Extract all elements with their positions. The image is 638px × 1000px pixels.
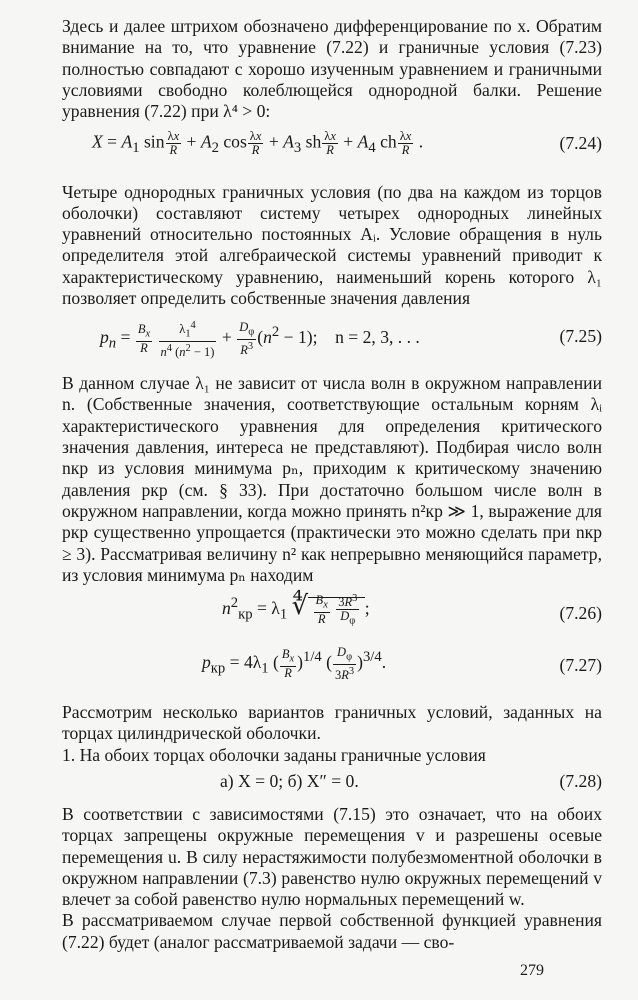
equation-7-26: $n^2_{кр} = \lambda_1$ ∜ $\frac{B_x}{R}$ $\frac{3R^3}{D_\varphi}$ ; (7.26) bbox=[222, 590, 602, 627]
paragraph-4: Рассмотрим несколько вариантов граничных условий, заданных на торцах цилиндрической оболочки. bbox=[62, 702, 602, 744]
equation-7-27: $p_{кр} = 4\lambda_1$ ( $\frac{B_x}{R}$ )$^{1/4}$ ( $\frac{D_\varphi}{3R^3}$ )$^{3/4}$. (7.27) bbox=[202, 645, 602, 682]
paragraph-1: Здесь и далее штрихом обозначено дифференцирование по x. Обратим внимание на то, что уравнение (7.22) и граничные условия (7.23) полностью совпадают с хорошо изученным уравнением и граничными условиями свободно колеблющейся однородной балки. Решение уравнения (7.22) при λ⁴ > 0: bbox=[62, 16, 602, 122]
page-number: 279 bbox=[520, 962, 544, 979]
paragraph-3: В данном случае λ₁ не зависит от числа волн в окружном направлении n. (Собственные значения, соответствующие остальным корням λᵢ характеристического уравнения для определения критического значения давления, интереса не представляют). Подбирая число волн nкр из условия минимума pₙ, приходим к критическому значению давления pкр (см. § 33). При достаточно большом числе волн в окружном направлении, когда можно принять n²кр ≫ 1, выражение для pкр существенно упрощается (практически это можно сделать при nкр ≥ 3). Рассматривая величину n² как непрерывно меняющийся параметр, из условия минимума pₙ находим bbox=[62, 373, 602, 585]
equation-7-24: $X = A_1$ sin $\frac{\lambda x}{R}$ + $A_2$ cos $\frac{\lambda x}{R}$ + $A_3$ sh $\frac{\lambda x}{R}$ + $A_4$ ch $\frac{\lambda x}{R}$ . (7.24) bbox=[92, 129, 602, 158]
paragraph-2: Четыре однородных граничных условия (по два на каждом из торцов оболочки) составляют систему четырех однородных линейных уравнений относительно постоянных Aᵢ. Условие обращения в нуль определителя этой алгебраической системы уравнений приводит к характеристическому уравнению, наименьший корень которого λ₁ позволяет определить собственные значения давления bbox=[62, 181, 602, 309]
page-body bbox=[62, 16, 602, 953]
paragraph-6: В соответствии с зависимостями (7.15) это означает, что на обоих торцах запрещены окружные перемещения v и разрешены осевые перемещения u. В силу нерастяжимости полубезмоментной оболочки в окружном направлении (7.3) равенство нулю окружных перемещений v влечет за собой равенство нулю нормальных перемещений w. bbox=[62, 804, 602, 910]
paragraph-5: 1. На обоих торцах оболочки заданы граничные условия bbox=[62, 744, 486, 765]
equation-7-28: а) X = 0; б) X″ = 0. (7.28) bbox=[220, 771, 602, 791]
paragraph-7: В рассматриваемом случае первой собственной функцией уравнения (7.22) будет (аналог рассматриваемой задачи — сво- bbox=[62, 910, 602, 952]
equation-7-25: $p_n$ = $\frac{B_x}{R}$ $\frac{\lambda_1^4}{n^4 (n^2 - 1)}$ + $\frac{D_\varphi}{R^3}$ $(n^2 - 1)$; n = 2, 3, . . . (7.25) bbox=[100, 320, 602, 360]
